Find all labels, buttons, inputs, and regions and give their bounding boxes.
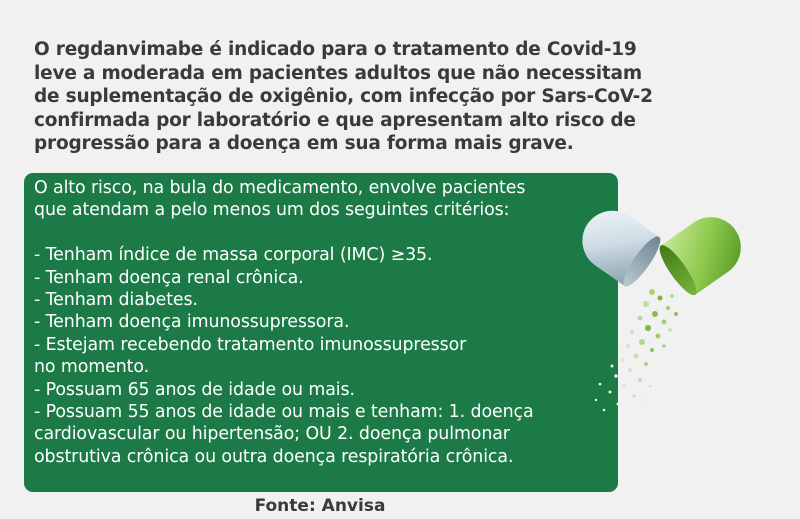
intro-line: O regdanvimabe é indicado para o tratamento de Covid-19 — [34, 39, 637, 60]
particles — [595, 289, 678, 415]
intro-line: confirmada por laboratório e que apresentam alto risco de — [34, 109, 636, 131]
spacer — [34, 222, 608, 244]
intro-line: progressão para a doença em sua forma mais grave. — [34, 133, 574, 154]
criteria-item: - Tenham doença renal crônica. — [34, 267, 304, 288]
criteria-item: no momento. — [34, 357, 150, 378]
capsule-opening-icon — [560, 200, 800, 440]
criteria-item: - Estejam recebendo tratamento imunossupressor — [34, 334, 467, 355]
intro-line: de suplementação de oxigênio, com infecção por Sars-CoV-2 — [34, 86, 653, 107]
criteria-heading-line: O alto risco, na bula do medicamento, envolve pacientes — [34, 178, 526, 198]
capsule-illustration — [560, 200, 800, 440]
criteria-item: - Tenham índice de massa corporal (IMC) ≥35. — [34, 245, 433, 266]
criteria-item: - Tenham diabetes. — [34, 290, 198, 311]
criteria-item: cardiovascular ou hipertensão; OU 2. doença pulmonar — [34, 424, 510, 445]
green-capsule-half — [654, 205, 752, 299]
intro-line: leve a moderada em pacientes adultos que não necessitam — [34, 62, 642, 84]
criteria-item: obstrutiva crônica ou outra doença respiratória crônica. — [34, 446, 514, 467]
source-credit: Fonte: Anvisa — [254, 496, 386, 516]
criteria-box — [24, 173, 618, 492]
intro-text — [34, 38, 653, 156]
white-capsule-half — [571, 200, 666, 291]
criteria-item: - Possuam 55 anos de idade ou mais e tenham: 1. doença — [34, 402, 534, 423]
criteria-heading-line: que atendam a pelo menos um dos seguintes critérios: — [34, 200, 510, 221]
criteria-item: - Tenham doença imunossupressora. — [34, 312, 350, 333]
criteria-item: - Possuam 65 anos de idade ou mais. — [34, 379, 355, 400]
